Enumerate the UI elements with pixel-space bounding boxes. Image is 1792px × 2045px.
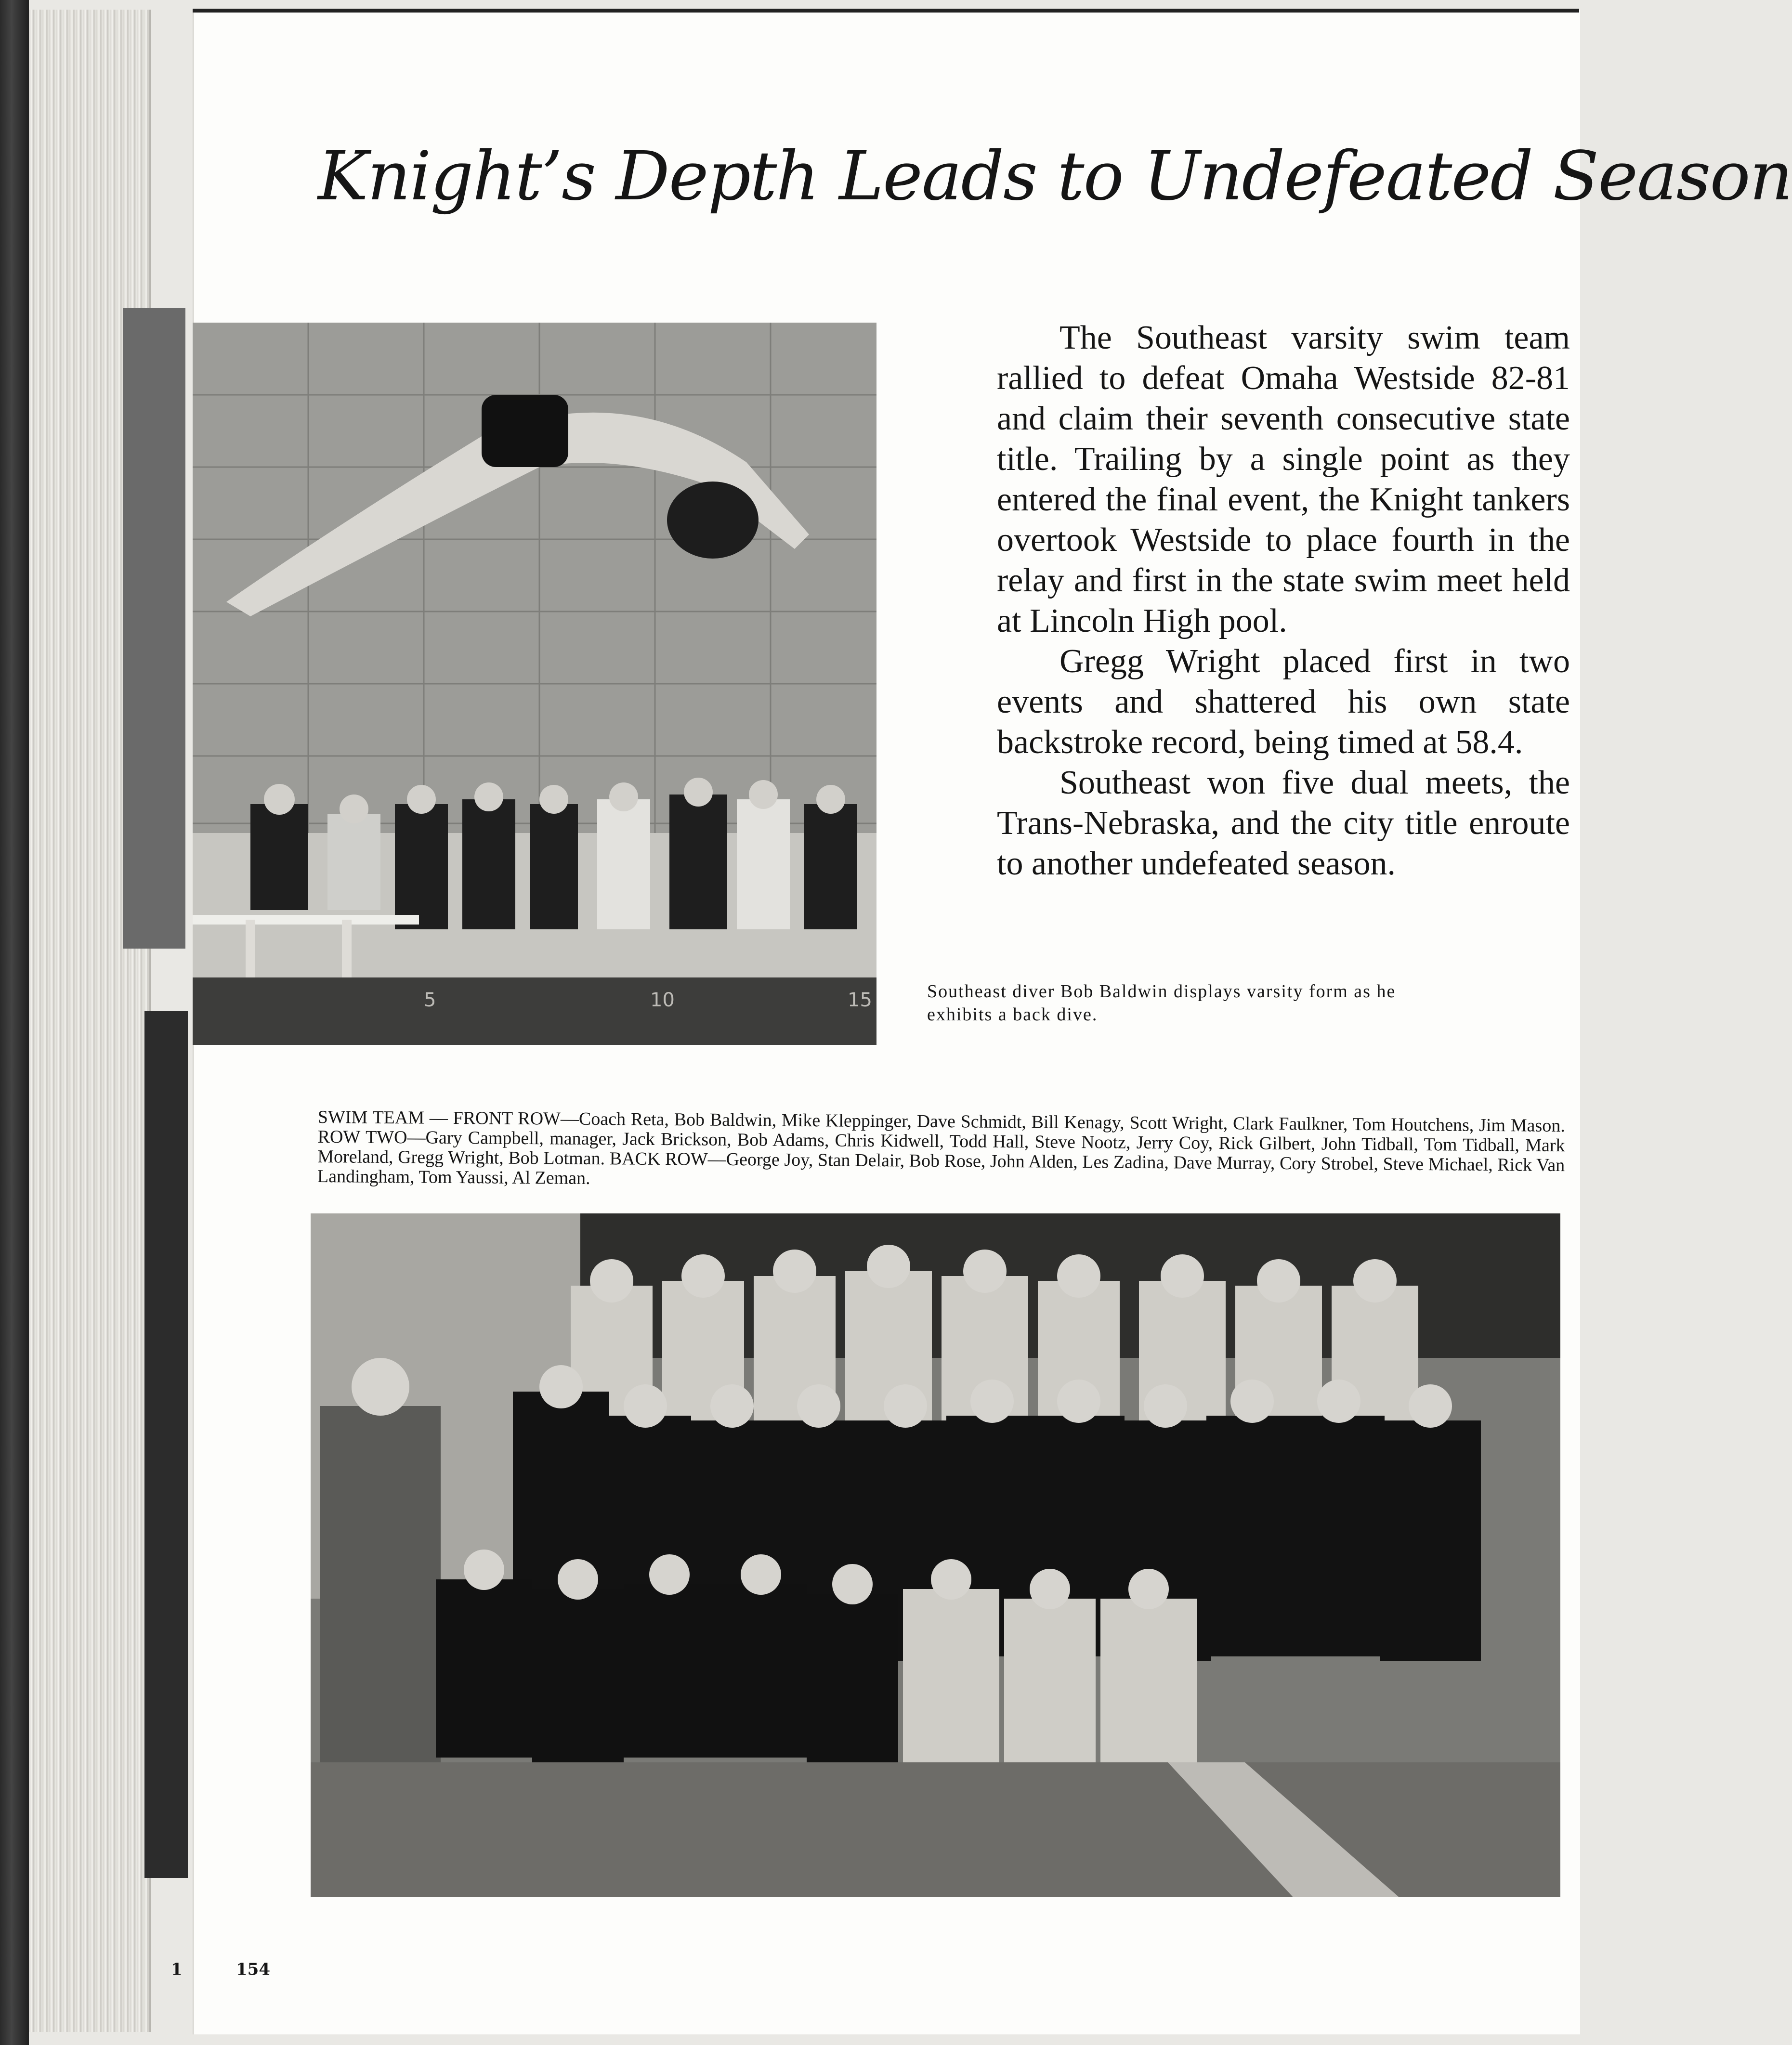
article-paragraph: The Southeast varsity swim team rallied to defeat Omaha Westside 82-81 and claim their seventh consecutive state title. Trailing by a single point as they entered the final event, the Knight tankers overtook Westside to place fourth in the relay and first in the state swim meet held at Lincoln High pool. (997, 319, 1570, 639)
article-paragraph: Southeast won five dual meets, the Trans-Nebraska, and the city title enroute to another undefeated season. (997, 764, 1570, 882)
diver-photo (193, 323, 876, 1045)
top-rule (193, 9, 1579, 13)
book-binding (0, 0, 29, 2045)
team-photo-caption: SWIM TEAM — FRONT ROW—Coach Reta, Bob Baldwin, Mike Kleppinger, Dave Schmidt, Bill Kenagy, Scott Wright, Clark Faulkner, Tom Houtchens, Jim Mason. ROW TWO—Gary Campbell, manager, Jack Brickson, Bob Adams, Chris Kidwell, Todd Hall, Steve Nootz, Jerry Coy, Rick Gilbert, John Tidball, Tom Tidball, Mark Moreland, Gregg Wright, Bob Lotman. BACK ROW—George Joy, Stan Delair, Bob Rose, John Alden, Les Zadina, Dave Murray, Cory Strobel, Steve Michael, Rick Van Landingham, Tom Yaussi, Al Zeman. (317, 1107, 1565, 1188)
diver-photo-caption: Southeast diver Bob Baldwin displays varsity form as he exhibits a back dive. (927, 981, 1396, 1025)
previous-page-photo-bottom (144, 1011, 188, 1878)
article-paragraph: Gregg Wright placed first in two events and shattered his own state backstroke record, being timed at 58.4. (997, 643, 1570, 761)
previous-page-number: 1 (171, 1960, 183, 1979)
previous-page-photo-top (123, 308, 185, 949)
team-photo (311, 1213, 1560, 1897)
lane-number: 15 (848, 989, 872, 1011)
page-headline: Knight’s Depth Leads to Undefeated Season (318, 137, 1792, 216)
lane-number: 5 (424, 989, 436, 1011)
lane-number: 10 (650, 989, 675, 1011)
article-body (997, 318, 1570, 884)
page-number: 154 (236, 1960, 270, 1979)
